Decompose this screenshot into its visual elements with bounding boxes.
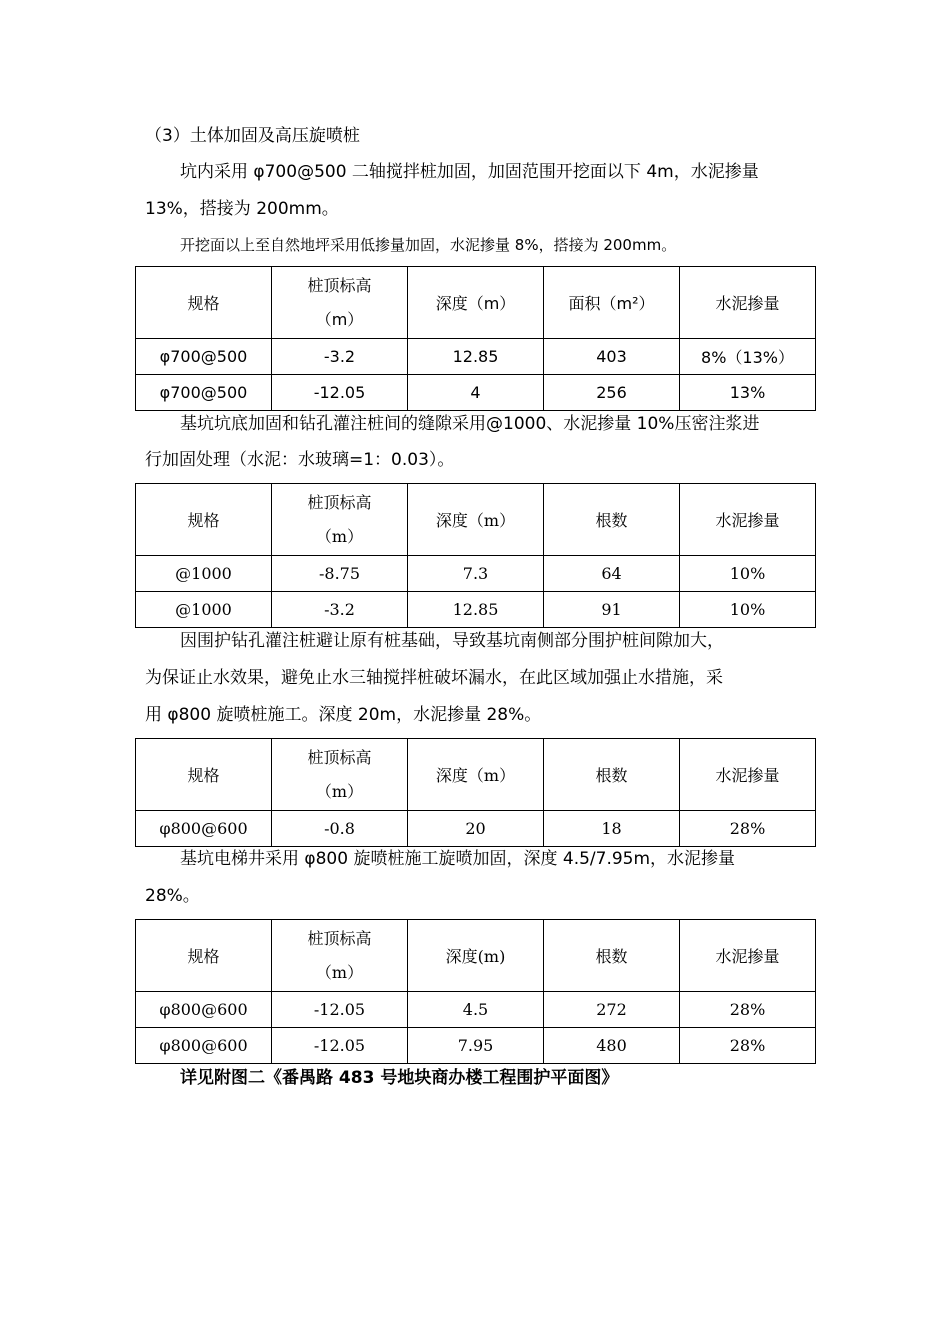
- table-row: [136, 811, 816, 847]
- cell-elevation: -3.2: [272, 339, 408, 375]
- cell-elevation: -0.8: [272, 811, 408, 847]
- cell-depth: 4: [408, 375, 544, 411]
- header-elevation-label: 桩顶标高: [307, 747, 372, 767]
- table-header-row: [136, 267, 816, 339]
- cell-cement-ratio: 28%: [680, 811, 816, 847]
- cell-count: 64: [544, 556, 680, 592]
- header-pile-top-elevation: [272, 920, 408, 992]
- cell-count: 18: [544, 811, 680, 847]
- footer-note: 详见附图二《番禺路 483 号地块商办楼工程围护平面图》: [180, 1068, 619, 1088]
- cell-elevation: -8.75: [272, 556, 408, 592]
- paragraph-3-line-1: 基坑坑底加固和钻孔灌注桩间的缝隙采用@1000、水泥掺量 10%压密注浆进: [180, 414, 760, 434]
- paragraph-1-line-2: 13%，搭接为 200mm。: [145, 199, 339, 219]
- header-area: 面积（m²）: [544, 267, 680, 339]
- cell-elevation: -3.2: [272, 592, 408, 628]
- header-depth: 深度(m): [408, 920, 544, 992]
- header-spec: 规格: [136, 920, 272, 992]
- cell-spec: φ700@500: [136, 339, 272, 375]
- cell-cement-ratio: 28%: [680, 992, 816, 1028]
- cell-depth: 4.5: [408, 992, 544, 1028]
- paragraph-4-line-2: 为保证止水效果，避免止水三轴搅拌桩破坏漏水，在此区域加强止水措施，采: [145, 668, 723, 688]
- header-elevation-label: 桩顶标高: [307, 928, 372, 948]
- table-row: [136, 592, 816, 628]
- header-count: 根数: [544, 484, 680, 556]
- header-spec: 规格: [136, 739, 272, 811]
- header-depth: 深度（m）: [408, 267, 544, 339]
- cell-spec: @1000: [136, 592, 272, 628]
- header-elevation-label: 桩顶标高: [307, 492, 372, 512]
- table-header-row: [136, 484, 816, 556]
- header-depth: 深度（m）: [408, 739, 544, 811]
- cell-spec: φ800@600: [136, 992, 272, 1028]
- cell-depth: 12.85: [408, 592, 544, 628]
- cell-depth: 7.95: [408, 1028, 544, 1064]
- header-cement-ratio: 水泥掺量: [680, 739, 816, 811]
- table-row: [136, 556, 816, 592]
- cell-depth: 7.3: [408, 556, 544, 592]
- table-header-row: [136, 920, 816, 992]
- header-elevation-label: 桩顶标高: [307, 275, 372, 295]
- header-pile-top-elevation: [272, 484, 408, 556]
- paragraph-4-line-3: 用 φ800 旋喷桩施工。深度 20m，水泥掺量 28%。: [145, 705, 542, 725]
- cell-area: 403: [544, 339, 680, 375]
- cell-elevation: -12.05: [272, 992, 408, 1028]
- table-row: [136, 1028, 816, 1064]
- cell-elevation: -12.05: [272, 375, 408, 411]
- cell-spec: @1000: [136, 556, 272, 592]
- header-spec: 规格: [136, 267, 272, 339]
- table-row: [136, 992, 816, 1028]
- header-cement-ratio: 水泥掺量: [680, 920, 816, 992]
- paragraph-5-line-2: 28%。: [145, 886, 200, 906]
- cell-spec: φ700@500: [136, 375, 272, 411]
- header-elevation-unit: （m）: [315, 526, 364, 546]
- table-row: [136, 339, 816, 375]
- cell-depth: 12.85: [408, 339, 544, 375]
- cell-count: 480: [544, 1028, 680, 1064]
- cell-cement-ratio: 13%: [680, 375, 816, 411]
- cell-area: 256: [544, 375, 680, 411]
- cell-cement-ratio: 10%: [680, 556, 816, 592]
- header-spec: 规格: [136, 484, 272, 556]
- header-cement-ratio: 水泥掺量: [680, 484, 816, 556]
- paragraph-4-line-1: 因围护钻孔灌注桩避让原有桩基础，导致基坑南侧部分围护桩间隙加大，: [180, 631, 724, 651]
- header-pile-top-elevation: [272, 739, 408, 811]
- paragraph-5-line-1: 基坑电梯井采用 φ800 旋喷桩施工旋喷加固，深度 4.5/7.95m，水泥掺量: [180, 849, 736, 869]
- table-header-row: [136, 739, 816, 811]
- table-grouting: [135, 483, 816, 628]
- table-row: [136, 375, 816, 411]
- cell-count: 91: [544, 592, 680, 628]
- cell-spec: φ800@600: [136, 1028, 272, 1064]
- table-jet-grouting: [135, 738, 816, 847]
- paragraph-1-line-1: 坑内采用 φ700@500 二轴搅拌桩加固，加固范围开挖面以下 4m，水泥掺量: [180, 162, 759, 182]
- header-pile-top-elevation: [272, 267, 408, 339]
- cell-depth: 20: [408, 811, 544, 847]
- cell-cement-ratio: 10%: [680, 592, 816, 628]
- header-depth: 深度（m）: [408, 484, 544, 556]
- header-elevation-unit: （m）: [315, 309, 364, 329]
- paragraph-2: 开挖面以上至自然地坪采用低掺量加固，水泥掺量 8%，搭接为 200mm。: [180, 236, 677, 254]
- table-elevator-pit: [135, 919, 816, 1064]
- cell-cement-ratio: 28%: [680, 1028, 816, 1064]
- header-cement-ratio: 水泥掺量: [680, 267, 816, 339]
- cell-count: 272: [544, 992, 680, 1028]
- header-count: 根数: [544, 739, 680, 811]
- header-elevation-unit: （m）: [315, 781, 364, 801]
- paragraph-3-line-2: 行加固处理（水泥：水玻璃=1：0.03）。: [145, 450, 455, 470]
- header-elevation-unit: （m）: [315, 962, 364, 982]
- section-title: （3）土体加固及高压旋喷桩: [145, 126, 360, 146]
- cell-elevation: -12.05: [272, 1028, 408, 1064]
- header-count: 根数: [544, 920, 680, 992]
- cell-cement-ratio: 8%（13%）: [680, 339, 816, 375]
- cell-spec: φ800@600: [136, 811, 272, 847]
- table-mixing-pile: [135, 266, 816, 411]
